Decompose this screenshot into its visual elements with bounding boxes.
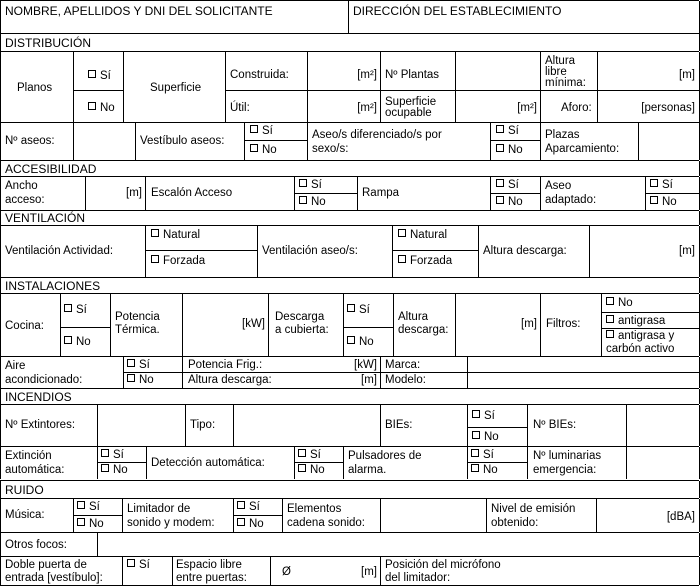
section-instalaciones xyxy=(0,277,699,293)
unit-kw: [kW] xyxy=(354,359,377,371)
vent-actividad-label: Ventilación Actividad: xyxy=(5,245,114,257)
altura-libre-2: libre xyxy=(545,66,567,78)
distribucion-row-2 xyxy=(0,122,699,160)
unit-m: [m] xyxy=(126,187,142,199)
plantas-label: Nº Plantas xyxy=(385,69,440,81)
vent-aseo-natural[interactable]: Natural xyxy=(398,229,447,241)
posicion-1: Posición del micrófono xyxy=(385,559,501,571)
otros-label: Otros focos: xyxy=(5,539,67,551)
n-bies-label: Nº BIEs: xyxy=(533,419,577,431)
bies-label: BIEs: xyxy=(385,419,413,431)
filtro-carbon-2: carbón activo xyxy=(606,343,675,355)
vent-aseos-label: Ventilación aseo/s: xyxy=(262,245,358,257)
ext-auto-2: automática: xyxy=(5,464,65,476)
unit-m: [m] xyxy=(361,566,377,578)
espacio-1: Espacio libre xyxy=(176,559,242,571)
ext-auto-1: Extinción xyxy=(5,450,52,462)
pulsadores-1: Pulsadores de xyxy=(348,450,422,462)
section-ventilacion xyxy=(0,210,699,225)
section-ruido xyxy=(0,480,699,498)
ruido-row-1 xyxy=(0,498,699,532)
posicion-2: del limitador: xyxy=(385,572,451,584)
plazas-2: Aparcamiento: xyxy=(545,143,620,155)
section-accesibilidad xyxy=(0,160,699,176)
aire-no[interactable]: No xyxy=(127,374,154,386)
construida-label: Construida: xyxy=(230,69,289,81)
diameter-icon: Ø xyxy=(282,566,291,578)
descarga-1: Descarga xyxy=(275,311,325,323)
unit-kw: [kW] xyxy=(242,318,265,330)
vent-natural[interactable]: Natural xyxy=(151,229,200,241)
ventilacion-row xyxy=(0,225,699,277)
section-title: ACCESIBILIDAD xyxy=(5,162,97,176)
cocina-label: Cocina: xyxy=(5,320,44,332)
incendios-row-2 xyxy=(0,446,699,479)
limitador-2: sonido y modem: xyxy=(127,517,215,529)
nivel-1: Nivel de emisión xyxy=(491,503,576,515)
unit-m: [m] xyxy=(521,318,537,330)
unit-m2: [m²] xyxy=(517,102,537,114)
extintores-label: Nº Extintores: xyxy=(5,419,76,431)
bies-si[interactable]: Sí xyxy=(472,410,495,422)
aseo-no[interactable]: No xyxy=(650,196,677,208)
instalaciones-row-2 xyxy=(0,356,699,388)
elementos-2: cadena sonido: xyxy=(287,517,366,529)
altura-descarga-label: Altura descarga: xyxy=(483,245,567,257)
aseo-si[interactable]: Sí xyxy=(650,179,673,191)
planos-label: Planos xyxy=(17,82,53,94)
deteccion-no[interactable]: No xyxy=(298,464,325,476)
aforo-label: Aforo: xyxy=(561,102,592,114)
section-distribucion xyxy=(0,33,699,51)
escalon-label: Escalón Acceso xyxy=(151,187,233,199)
rampa-si[interactable]: Sí xyxy=(496,179,519,191)
aseos-dif-2: sexo/s: xyxy=(312,143,349,155)
unit-m: [m] xyxy=(679,245,695,257)
musica-label: Música: xyxy=(5,509,45,521)
section-title: VENTILACIÓN xyxy=(5,211,86,225)
filtro-no[interactable]: No xyxy=(606,297,633,309)
accesibilidad-row xyxy=(0,176,699,210)
unit-dba: [dBA] xyxy=(666,511,695,523)
modelo-label: Modelo: xyxy=(385,374,426,386)
altura-libre-3: mínima: xyxy=(545,77,586,89)
potencia-1: Potencia xyxy=(115,311,160,323)
instalaciones-row-1 xyxy=(0,293,699,356)
escalon-si[interactable]: Sí xyxy=(299,179,322,191)
planos-no[interactable]: No xyxy=(88,102,115,114)
vestibulo-no[interactable]: No xyxy=(250,144,277,156)
unit-personas: [personas] xyxy=(641,102,695,114)
unit-m: [m] xyxy=(361,374,377,386)
marca-label: Marca: xyxy=(385,359,421,371)
deteccion-si[interactable]: Sí xyxy=(298,449,321,461)
tipo-label: Tipo: xyxy=(190,419,216,431)
filtros-label: Filtros: xyxy=(546,318,581,330)
sup-ocupable-1: Superficie xyxy=(385,96,437,108)
aseo-adaptado-2: adaptado: xyxy=(545,194,597,206)
plazas-1: Plazas xyxy=(545,129,580,141)
descarga-2: a cubierta: xyxy=(275,324,329,336)
altura-2: descarga: xyxy=(398,324,449,336)
aseos-dif-1: Aseo/s diferenciado/s por xyxy=(312,129,442,141)
vent-aseo-forzada[interactable]: Forzada xyxy=(398,255,452,267)
ruido-row-3 xyxy=(0,556,699,586)
nivel-2: obtenido: xyxy=(491,517,539,529)
aseo-adaptado-1: Aseo xyxy=(545,180,572,192)
altura-1: Altura xyxy=(398,311,429,323)
limitador-si[interactable]: Sí xyxy=(237,501,260,513)
limitador-no[interactable]: No xyxy=(237,518,264,530)
aseos-dif-no[interactable]: No xyxy=(496,144,523,156)
filtro-antigrasa-carbon[interactable]: antigrasa y xyxy=(606,330,674,342)
establishment-label: DIRECCIÓN DEL ESTABLECIMIENTO xyxy=(353,4,562,18)
aseos-dif-si[interactable]: Sí xyxy=(496,125,519,137)
planos-si[interactable]: Sí xyxy=(88,70,111,82)
doble-2: entrada [vestíbulo]: xyxy=(5,572,103,584)
aire-2: acondicionado: xyxy=(5,374,83,386)
rampa-no[interactable]: No xyxy=(496,196,523,208)
pulsadores-si[interactable]: Sí xyxy=(471,449,494,461)
luminarias-1: Nº luminarias xyxy=(533,450,602,462)
descarga-no[interactable]: No xyxy=(347,336,374,348)
deteccion-label: Detección automática: xyxy=(151,457,265,469)
unit-m2: [m²] xyxy=(357,102,377,114)
ext-auto-si[interactable]: Sí xyxy=(101,449,124,461)
doble-si[interactable]: Sí xyxy=(127,559,150,571)
sup-ocupable-2: ocupable xyxy=(385,107,432,119)
escalon-no[interactable]: No xyxy=(299,196,326,208)
espacio-2: entre puertas: xyxy=(176,572,247,584)
vestibulo-label: Vestíbulo aseos: xyxy=(140,135,225,147)
ancho-1: Ancho xyxy=(5,180,38,192)
ext-auto-no[interactable]: No xyxy=(101,464,128,476)
util-label: Útil: xyxy=(230,102,250,114)
aire-si[interactable]: Sí xyxy=(127,359,150,371)
distribucion-row-1 xyxy=(0,51,699,123)
pulsadores-no[interactable]: No xyxy=(471,464,498,476)
aire-1: Aire xyxy=(5,360,26,372)
unit-m: [m] xyxy=(679,69,695,81)
section-title: INCENDIOS xyxy=(5,390,72,404)
vent-forzada[interactable]: Forzada xyxy=(151,255,205,267)
section-title: DISTRIBUCIÓN xyxy=(5,36,92,50)
alt-desc-label: Altura descarga: xyxy=(188,374,272,386)
descarga-si[interactable]: Sí xyxy=(347,304,370,316)
rampa-label: Rampa xyxy=(362,187,400,199)
bies-no[interactable]: No xyxy=(472,431,499,443)
elementos-1: Elementos xyxy=(287,503,342,515)
potencia-2: Térmica. xyxy=(115,324,160,336)
ancho-2: acceso: xyxy=(5,194,45,206)
section-title: RUIDO xyxy=(5,483,44,497)
applicant-label: NOMBRE, APELLIDOS Y DNI DEL SOLICITANTE xyxy=(5,4,273,18)
superficie-label: Superficie xyxy=(150,82,202,94)
altura-libre-1: Altura xyxy=(545,55,576,67)
doble-1: Doble puerta de xyxy=(5,559,87,571)
section-incendios xyxy=(0,388,699,404)
ruido-row-2 xyxy=(0,532,699,556)
header-row xyxy=(0,0,699,34)
filtro-antigrasa[interactable]: antigrasa xyxy=(606,315,665,327)
unit-m2: [m²] xyxy=(357,69,377,81)
pot-frig-label: Potencia Frig.: xyxy=(188,359,263,371)
incendios-row-1 xyxy=(0,404,699,446)
limitador-1: Limitador de xyxy=(127,503,191,515)
pulsadores-2: alarma. xyxy=(348,464,387,476)
musica-si[interactable]: Sí xyxy=(77,501,100,513)
section-title: INSTALACIONES xyxy=(5,279,101,293)
vestibulo-si[interactable]: Sí xyxy=(250,125,273,137)
cocina-no[interactable]: No xyxy=(64,336,91,348)
cocina-si[interactable]: Sí xyxy=(64,304,87,316)
luminarias-2: emergencia: xyxy=(533,464,597,476)
musica-no[interactable]: No xyxy=(77,518,104,530)
aseos-label: Nº aseos: xyxy=(5,135,55,147)
